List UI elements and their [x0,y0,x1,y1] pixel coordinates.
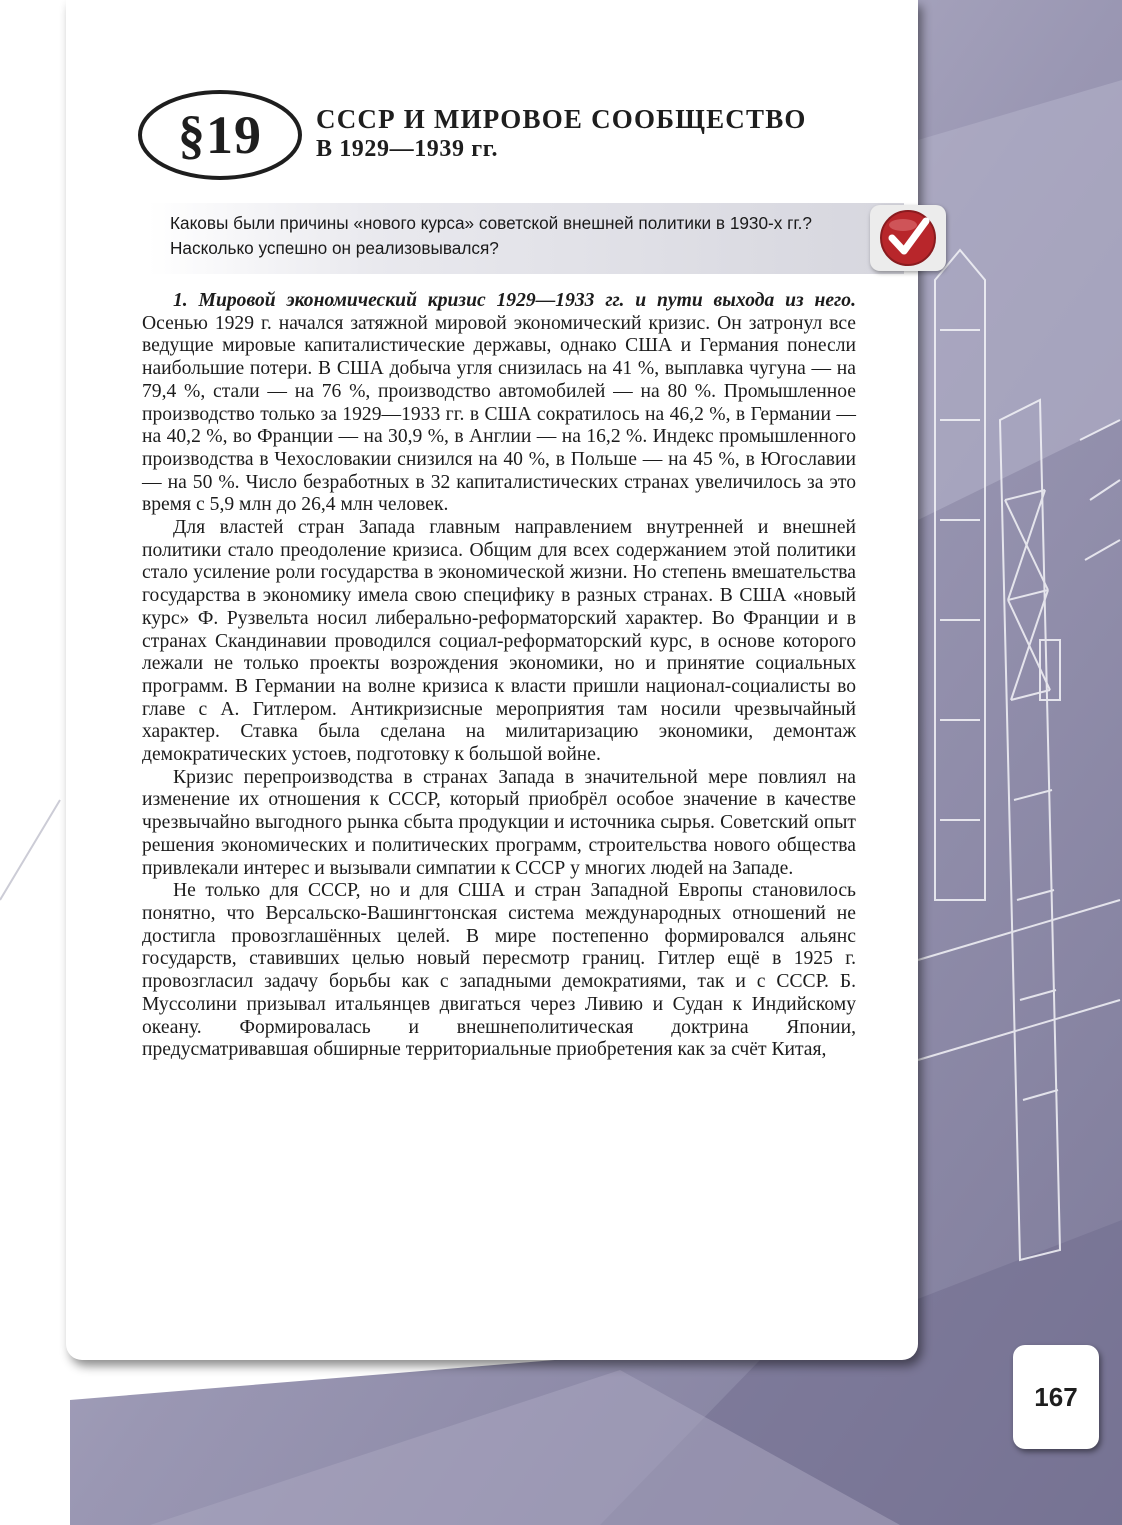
title-line-1: СССР И МИРОВОЕ СООБЩЕСТВО [316,104,807,134]
page-number: 167 [1013,1345,1099,1449]
page-title [316,104,876,164]
check-mark-icon [870,205,946,271]
paragraph-2: Для властей стран Запада главным направлением внутренней и внешней политики стало преодоление кризиса. Общим для всех содержанием этой политики стало усиление роли государства в экономической жизни. Но степень вмешательства государства в экономику имела свою специфику в разных странах. В США «новый курс» Ф. Рузвельта носил либерально-реформаторский характер. Во Франции и в странах Скандинавии проводился социал-реформаторский курс, в основе которого лежали не только проекты возрождения экономики, но и принятие социальных программ. В Германии на волне кризиса к власти пришли национал-социалисты во главе с А. Гитлером. Антикризисные мероприятия там носили чрезвычайный характер. Ставка была сделана на милитаризацию экономики, демонтаж демократических устоев, подготовку к большой войне. [142,517,856,766]
subsection-heading: 1. Мировой экономический кризис 1929—1933 гг. и пути выхода из него. [173,290,856,311]
self-check-button[interactable] [870,205,946,271]
paragraph-1 [142,290,856,517]
paragraph-1-text: Осенью 1929 г. начался затяжной мировой экономический кризис. Он затронул все ведущие мировые капиталистические державы, однако США и Германия понесли наибольшие потери. В США добыча угля снизилась на 41 %, выплавка чугуна — на 79,4 %, стали — на 76 %, производство автомобилей — на 80 %. Промышленное производство только за 1929—1933 гг. в США сократилось на 46,2 %, в Германии — на 40,2 %, во Франции — на 30,9 %, в Англии — на 16,2 %. Индекс промышленного производства в Чехословакии снизился на 40 %, в Польше — на 45 %, в Югославии — на 50 %. Число безработных в 32 капиталистических странах увеличилось за это время с 5,9 млн до 26,4 млн человек. [142,312,856,516]
main-text [142,290,856,1062]
section-badge [136,88,304,182]
section-number: §19 [178,105,262,165]
title-line-2: В 1929—1939 гг. [316,136,499,162]
paragraph-4: Не только для СССР, но и для США и стран Западной Европы становилось понятно, что Версальско-Вашингтонская система международных отношений не достигла провозглашённых целей. В мире постепенно формировался альянс государств, ставивших целью новый пересмотр границ. Гитлер ещё в 1925 г. провозгласил задачу борьбы как с западными демократиями, так и с СССР. Б. Муссолини призывал итальянцев двигаться через Ливию и Судан к Индийскому океану. Формировалась и внешнеполитическая доктрина Японии, предусматривавшая обширные территориальные приобретения как за счёт Китая, [142,880,856,1061]
key-question: Каковы были причины «нового курса» советской внешней политики в 1930-х гг.? Насколько успешно он реализовывался? [170,213,812,258]
paragraph-3: Кризис перепроизводства в странах Запада в значительной мере повлиял на изменение их отношения к СССР, который приобрёл особое значение в качестве чрезвычайно выгодного рынка сбыта продукции и источника сырья. Советский опыт решения экономических и политических программ, строительства нового общества привлекали интерес и вызывали симпатии к СССР у многих людей на Западе. [142,766,856,879]
